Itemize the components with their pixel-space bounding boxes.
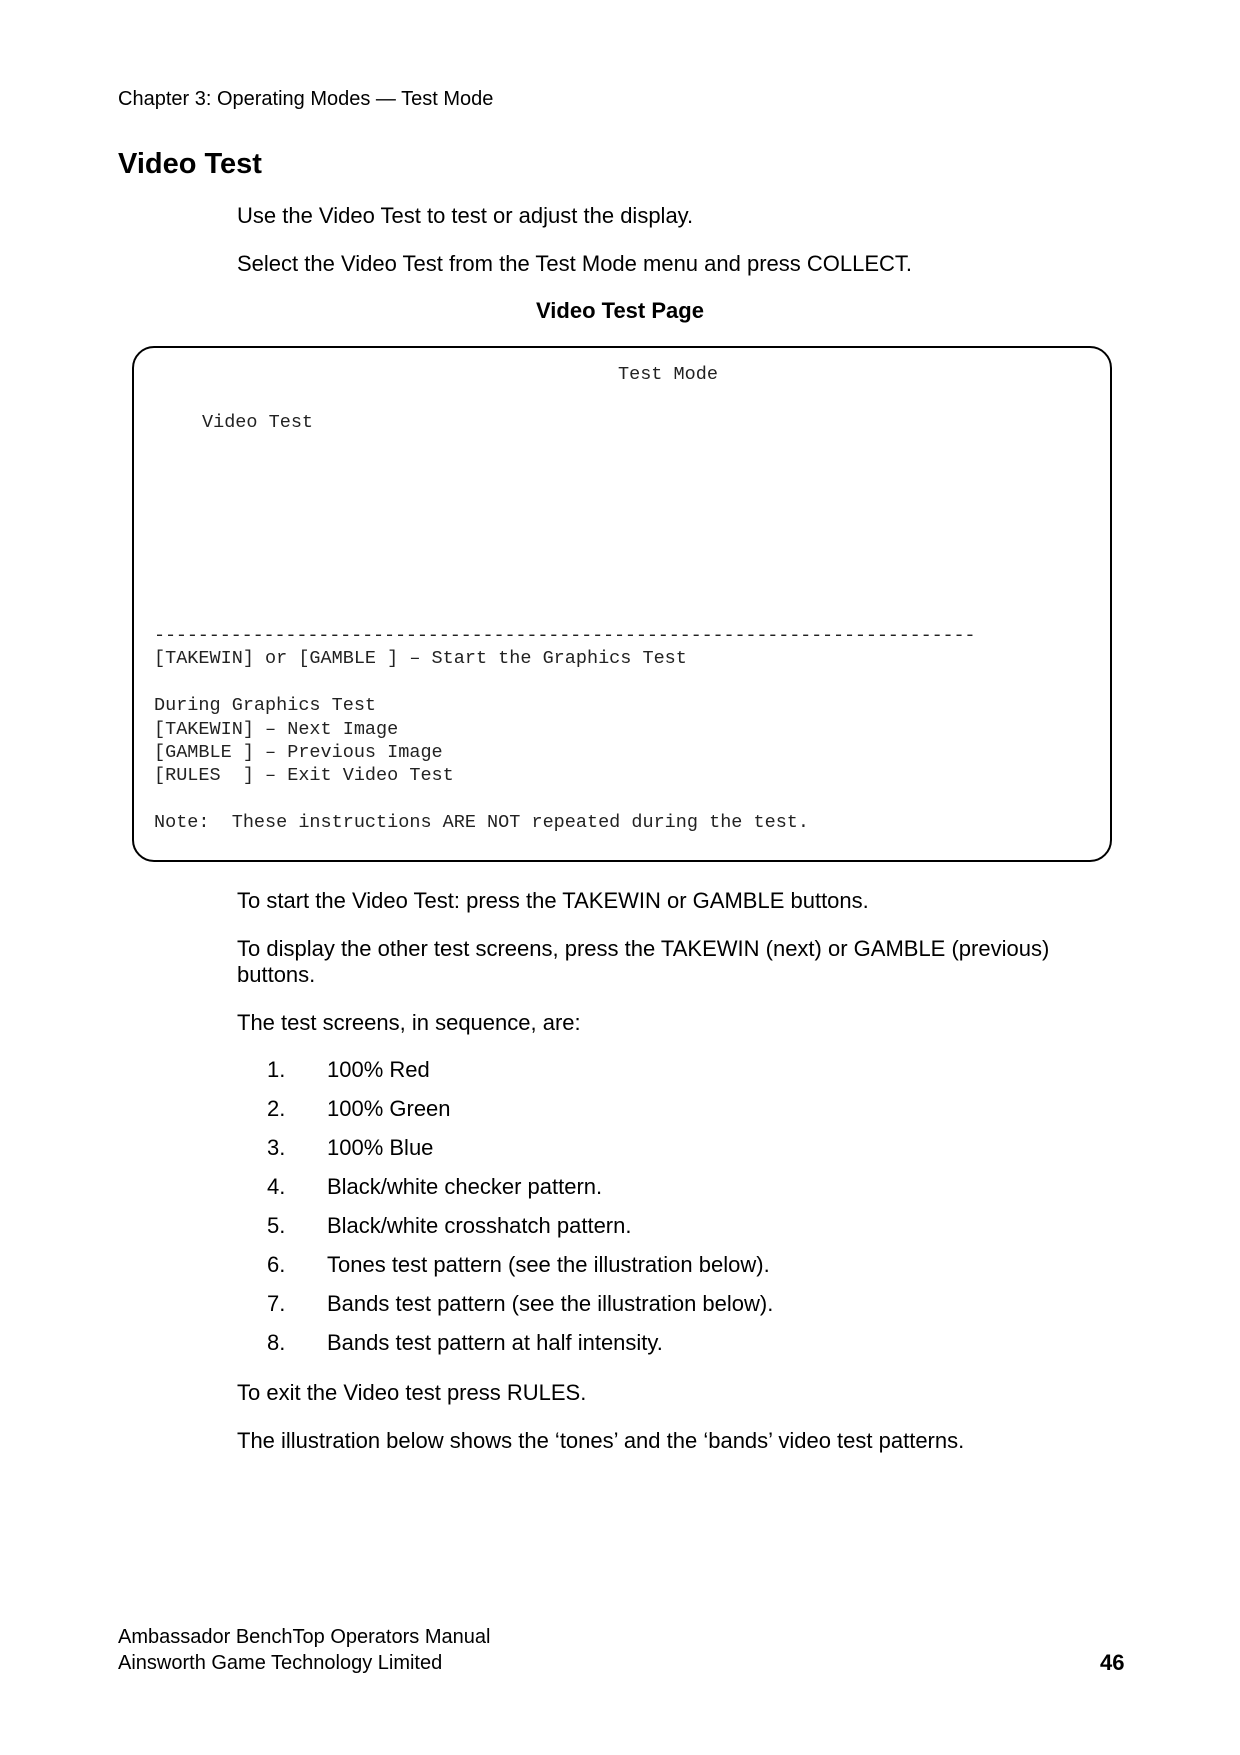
list-number: 8. [267,1330,286,1355]
figure-caption: Video Test Page [536,298,704,323]
body-paragraph: To display the other test screens, press the TAKEWIN (next) or GAMBLE (previous) buttons. [237,936,1050,987]
list-text: 100% Red [327,1057,430,1082]
list-text: Bands test pattern at half intensity. [327,1330,663,1355]
body-paragraph: To start the Video Test: press the TAKEWIN or GAMBLE buttons. [237,888,869,913]
body-paragraph: The test screens, in sequence, are: [237,1010,581,1035]
list-text: 100% Green [327,1096,451,1121]
screen-title: Test Mode [618,364,718,385]
screen-mockup [132,346,1112,862]
screen-divider: --------------------------------------------------------------------------- [154,625,976,646]
list-number: 6. [267,1252,286,1277]
screen-line: [TAKEWIN] – Next Image [154,719,399,740]
list-number: 7. [267,1291,286,1316]
section-title: Video Test [118,148,262,180]
screen-note: Note: These instructions ARE NOT repeated during the test. [154,812,810,833]
footer-manual-title: Ambassador BenchTop Operators Manual [118,1626,491,1648]
screen-line: [TAKEWIN] or [GAMBLE ] – Start the Graphics Test [154,648,687,669]
intro-paragraph: Select the Video Test from the Test Mode menu and press COLLECT. [237,251,913,276]
list-number: 2. [267,1096,286,1121]
intro-paragraph: Use the Video Test to test or adjust the display. [237,203,694,228]
page-number: 46 [1100,1650,1125,1675]
list-number: 1. [267,1057,286,1082]
body-paragraph: To exit the Video test press RULES. [237,1380,587,1405]
list-text: Tones test pattern (see the illustration below). [327,1252,770,1277]
running-head: Chapter 3: Operating Modes — Test Mode [118,88,494,110]
list-text: Bands test pattern (see the illustration below). [327,1291,774,1316]
list-text: Black/white crosshatch pattern. [327,1213,632,1238]
list-number: 3. [267,1135,286,1160]
footer-company: Ainsworth Game Technology Limited [118,1652,443,1674]
screen-subtitle: Video Test [202,412,314,433]
list-number: 5. [267,1213,286,1238]
screen-line: [GAMBLE ] – Previous Image [154,742,443,763]
list-number: 4. [267,1174,286,1199]
screen-line: During Graphics Test [154,695,377,716]
body-paragraph: The illustration below shows the ‘tones’ and the ‘bands’ video test patterns. [237,1428,965,1453]
screen-line: [RULES ] – Exit Video Test [154,765,454,786]
list-text: Black/white checker pattern. [327,1174,603,1199]
list-text: 100% Blue [327,1135,434,1160]
